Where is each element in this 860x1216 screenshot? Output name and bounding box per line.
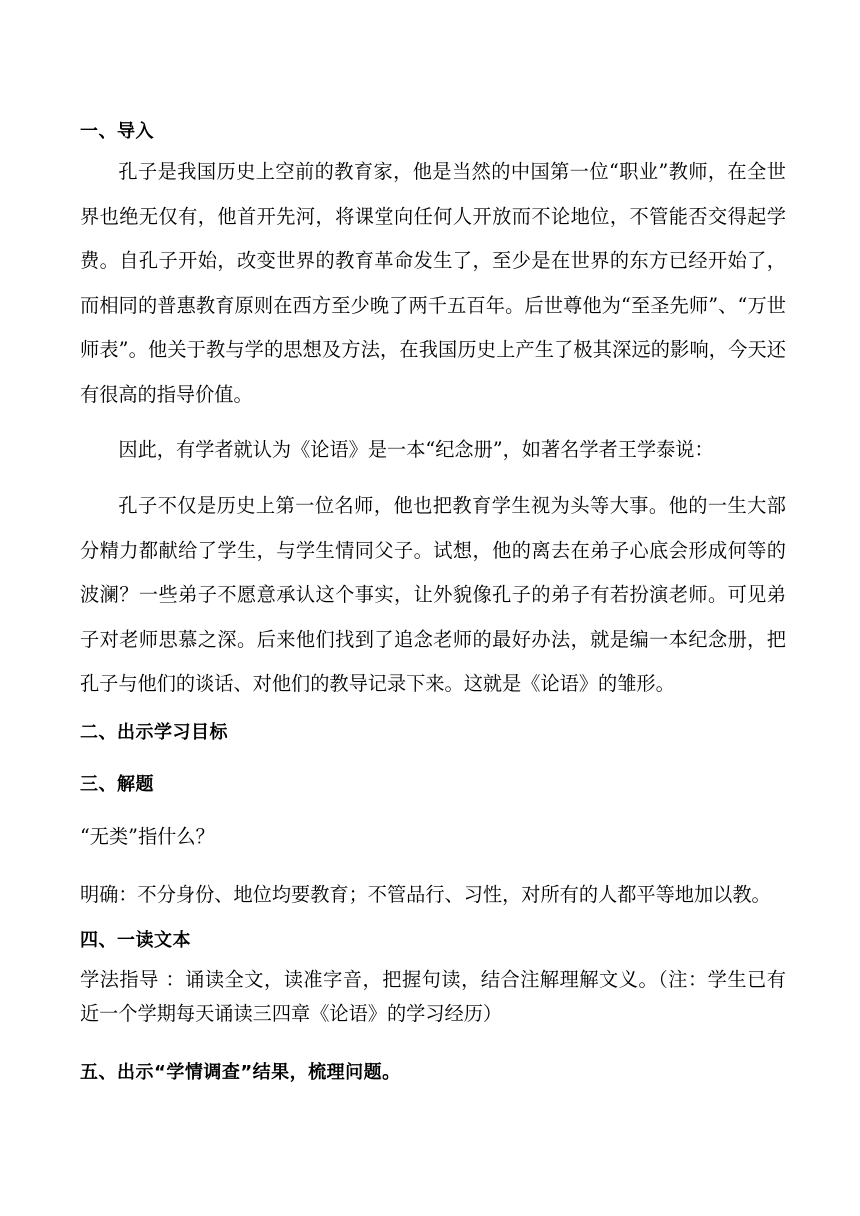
quote-paragraph: 孔子不仅是历史上第一位名师，他也把教育学生视为头等大事。他的一生大部分精力都献给了学生，与学生情同父子。试想，他的离去在弟子心底会形成何等的波澜？一些弟子不愿意承认这个事实，让外貌像孔子的弟子有若扮演老师。可见弟子对老师思慕之深。后来他们找到了追念老师的最好办法，就是编一本纪念册，把孔子与他们的谈话、对他们的教导记录下来。这就是《论语》的雏形。 — [80, 494, 786, 696]
question-line: “无类”指什么？ — [80, 825, 215, 848]
section-heading-goals: 二、出示学习目标 — [80, 722, 228, 743]
answer-line: 明确：不分身份、地位均要教育；不管品行、习性，对所有的人都平等地加以教。 — [80, 883, 771, 906]
section-heading-read: 四、一读文本 — [80, 930, 191, 951]
section-heading-explain: 三、解题 — [80, 774, 154, 795]
intro-paragraph: 孔子是我国历史上空前的教育家，他是当然的中国第一位“职业”教师，在全世界也绝无仅有，他首开先河，将课堂向任何人开放而不论地位，不管能否交得起学费。自孔子开始，改变世界的教育革命发生了，至少是在世界的东方已经开始了，而相同的普惠教育原则在西方至少晚了两千五百年。后世尊他为“至圣先师”、“万世师表”。他关于教与学的思想及方法，在我国历史上产生了极其深远的影响，今天还有很高的指导价值。 — [80, 160, 786, 406]
section-heading-survey: 五、出示“学情调查”结果，梳理问题。 — [80, 1062, 401, 1083]
reading-guide: 学法指导 ：诵读全文，读准字音，把握句读，结合注解理解文义。（注：学生已有近一个学期每天诵读三四章《论语》的学习经历） — [80, 968, 786, 1025]
scholar-intro-line: 因此，有学者就认为《论语》是一本“纪念册”，如著名学者王学泰说： — [118, 438, 714, 461]
section-heading-intro: 一、导入 — [80, 121, 154, 142]
